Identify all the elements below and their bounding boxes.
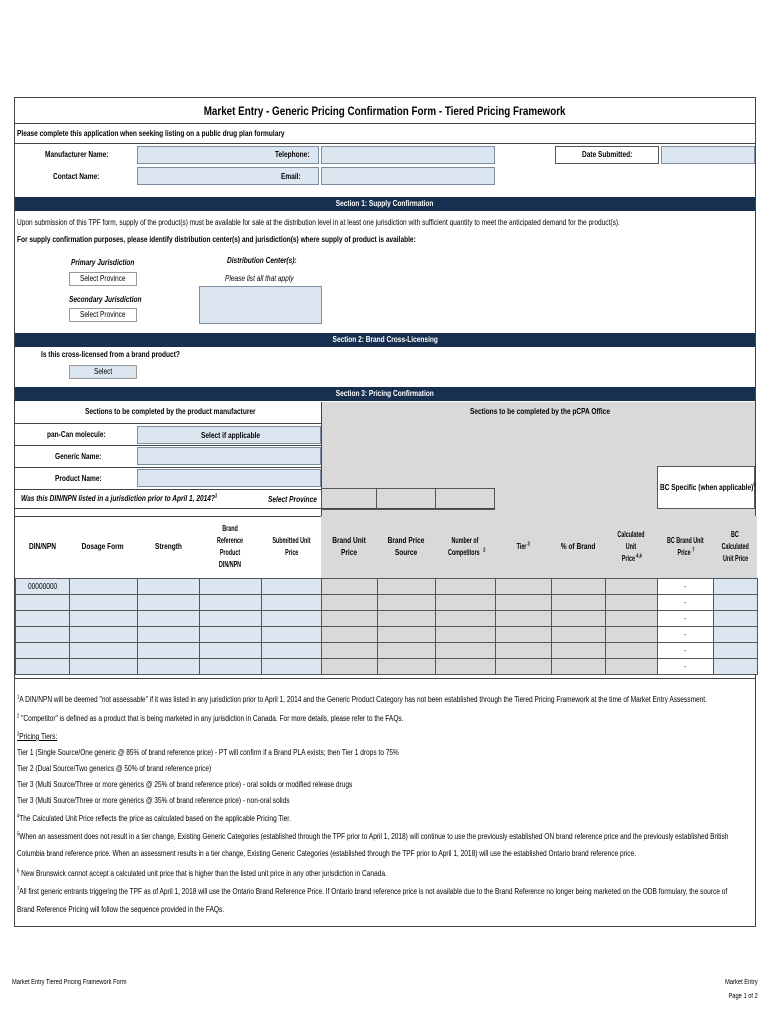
table-cell [321,658,378,675]
generic-name-input[interactable] [137,447,321,465]
email-label: Email: [281,172,301,181]
section-3-header: Section 3: Pricing Confirmation [15,387,755,401]
cross-licensed-question: Is this cross-licensed from a brand product? [41,350,180,359]
table-cell[interactable] [69,594,138,611]
table-cell[interactable] [137,594,200,611]
secondary-jurisdiction-select[interactable]: Select Province [69,308,137,322]
table-cell [321,578,378,595]
col-calculated-price: Calculated Unit Price$^{4,6}$ [605,516,657,578]
table-cell[interactable] [69,642,138,659]
table-cell [605,578,658,595]
table-cell[interactable] [713,658,758,675]
table-cell [657,578,714,595]
secondary-jurisdiction-label: Secondary Jurisdiction [69,295,142,304]
table-cell [435,658,496,675]
bc-brand-unit-value: - [684,646,687,655]
divider [15,489,321,490]
table-cell [605,610,658,627]
divider [15,467,321,468]
bc-brand-unit-value: - [684,614,687,623]
note-5: $^5$When an assessment does not result in a tier change, Existing Generic Categories (established through the TPF prior to April 1, 2018) will continue to use the previously established ON brand reference price and the previously established British [17,831,729,841]
table-cell [495,626,552,643]
table-cell [657,626,714,643]
table-cell [605,594,658,611]
table-cell [657,610,714,627]
contact-name-label: Contact Name: [53,172,100,181]
table-cell[interactable] [261,626,322,643]
col-bc-calculated-price: BC Calculated Unit Price [713,516,757,578]
pcpa-cell [435,488,495,510]
table-cell[interactable] [713,626,758,643]
bc-brand-unit-value: - [684,582,687,591]
note-5-cont: Columbia brand reference price. When an assessment results in a tier change, Existing Generic Categories (established through the TPF prior to April 1, 2018) will use the established Ontario brand reference price. [17,849,637,858]
col-dosage: Dosage Form [82,542,124,551]
table-cell[interactable] [137,610,200,627]
divider [15,678,755,679]
table-cell [377,578,436,595]
table-cell [551,610,606,627]
table-cell[interactable] [199,658,262,675]
table-cell [657,642,714,659]
bc-specific-label: BC Specific (when applicable)$^5$ [660,482,756,492]
primary-jurisdiction-label: Primary Jurisdiction [71,258,135,267]
note-6: $^6$ New Brunswick cannot accept a calculated unit price that is higher than the listed unit price in any other jurisdiction in Canada. [17,868,387,878]
bc-brand-unit-value: - [684,630,687,639]
pricing-table [15,516,757,676]
note-7: $^7$All first generic entrants triggering the TPF as of April 1, 2018 will use the Ontario Brand Reference Price. If Ontario brand reference price is not available due to the Brand Reference no longer being marketed on the ODB formulary, the source of [17,886,728,896]
table-cell [551,642,606,659]
table-cell[interactable] [69,626,138,643]
pan-can-select-text: Select if applicable [201,431,261,440]
table-cell [321,626,378,643]
note-tier-1: Tier 1 (Single Source/One generic @ 85% of brand reference price) - PT will confirm if a Brand PLA exists; then Tier 1 drops to 75% [17,748,399,757]
table-cell[interactable] [69,658,138,675]
footer-right-1: Market Entry [725,979,758,986]
note-1: $^1$A DIN/NPN will be deemed "not assessable" if it was listed in any jurisdiction prior to April 1, 2014 and the Generic Product Category has not been established through the Tiered Pricing Framework at the time of Market Entry Assessment. [17,694,707,704]
table-cell[interactable] [69,578,138,595]
bc-brand-unit-value: - [684,598,687,607]
note-tier-2: Tier 2 (Dual Source/Two generics @ 50% of brand reference price) [17,764,212,773]
table-cell[interactable] [199,594,262,611]
table-cell [435,578,496,595]
email-input[interactable] [321,167,495,185]
primary-jurisdiction-select[interactable]: Select Province [69,272,137,286]
divider [15,123,755,124]
divider [15,445,321,446]
pricing-table-body [15,578,757,674]
col-bc-brand-price: BC Brand Unit Price$^7$ [657,516,713,578]
table-cell[interactable] [713,642,758,659]
table-cell [321,642,378,659]
manufacturer-name-label: Manufacturer Name: [45,150,109,159]
table-cell[interactable] [15,642,70,659]
table-cell [435,594,496,611]
pricing-confirmation-form [14,97,756,927]
generic-name-label: Generic Name: [55,452,102,461]
table-cell [377,642,436,659]
col-pct-brand: % of Brand [551,516,605,578]
distribution-center-label: Distribution Center(s): [227,256,297,265]
table-cell [551,594,606,611]
pan-can-label: pan-Can molecule: [47,430,106,439]
table-cell [551,626,606,643]
note-tier-3b: Tier 3 (Multi Source/Three or more generics @ 35% of brand reference price) - non-oral solids [17,796,290,805]
din-value: 00000000 [28,582,58,591]
col-brand-price-source: Brand Price Source [377,516,435,578]
pcpa-cell [321,488,377,510]
note-4: $^4$The Calculated Unit Price reflects the price as calculated based on the applicable Pricing Tier. [17,813,291,823]
table-cell [495,658,552,675]
col-tier: Tier$^3$ [495,516,551,578]
table-cell [321,610,378,627]
table-cell[interactable] [15,610,70,627]
table-cell[interactable] [15,594,70,611]
table-cell[interactable] [713,578,758,595]
table-cell[interactable] [261,610,322,627]
note-tier-3a: Tier 3 (Multi Source/Three or more generics @ 25% of brand reference price) - oral solids or modified release drugs [17,780,353,789]
section-1-supply-text: Upon submission of this TPF form, supply of the product(s) must be available for sale at the distribution level in at least one jurisdiction with sufficient quantity to meet the anticipated demand for the product(s). [17,218,620,227]
table-cell [495,594,552,611]
pcpa-section-label: Sections to be completed by the pCPA Office [470,407,610,416]
telephone-input[interactable] [321,146,495,164]
table-cell [435,642,496,659]
divider [15,423,321,424]
table-cell [495,578,552,595]
table-cell[interactable] [261,658,322,675]
table-cell [377,626,436,643]
table-cell [657,594,714,611]
table-cell [495,642,552,659]
table-cell [605,658,658,675]
din-listed-question: Was this DIN/NPN listed in a jurisdiction prior to April 1, 2014?$^1$ [21,493,218,503]
table-cell[interactable] [261,642,322,659]
manufacturer-section-label: Sections to be completed by the product manufacturer [85,407,256,416]
table-cell [551,578,606,595]
divider [15,143,755,144]
table-cell[interactable] [15,658,70,675]
table-cell [605,642,658,659]
section-1-instruction: For supply confirmation purposes, please identify distribution center(s) and jurisdiction(s) where supply of product is available: [17,235,416,244]
note-7-cont: Brand Reference Pricing will follow the sequence provided in the FAQs. [17,905,225,914]
table-cell[interactable] [713,594,758,611]
col-brand-ref: Brand Reference Product DIN/NPN [216,524,244,569]
table-cell [435,610,496,627]
table-cell [321,594,378,611]
date-submitted-label: Date Submitted: [582,150,633,159]
table-cell[interactable] [199,626,262,643]
table-cell[interactable] [137,658,200,675]
cross-licensed-select[interactable]: Select [69,365,137,379]
table-cell [605,626,658,643]
table-cell[interactable] [713,610,758,627]
bc-brand-unit-value: - [684,662,687,671]
col-competitors: Number of Competitors $^2$ [435,516,495,578]
note-3: $^3$Pricing Tiers: [17,731,58,741]
date-submitted-input[interactable] [661,146,755,164]
distribution-center-input[interactable] [199,286,322,324]
form-intro: Please complete this application when seeking listing on a public drug plan formulary [17,129,285,138]
table-cell [657,658,714,675]
table-cell [551,658,606,675]
footer-right-2: Page 1 of 2 [728,993,758,1000]
table-cell[interactable] [261,594,322,611]
table-cell [495,610,552,627]
col-din: DIN/NPN [28,542,56,551]
form-title: Market Entry - Generic Pricing Confirmation Form - Tiered Pricing Framework [204,104,566,118]
table-cell[interactable] [199,578,262,595]
product-name-label: Product Name: [55,474,102,483]
note-2: $^2$ "Competitor" is defined as a product that is being marketed in any jurisdiction in Canada. For more details, please refer to the FAQs. [17,713,404,723]
table-cell[interactable] [137,578,200,595]
table-cell [377,594,436,611]
table-cell[interactable] [15,626,70,643]
product-name-input[interactable] [137,469,321,487]
table-cell[interactable] [69,610,138,627]
telephone-label: Telephone: [275,150,310,159]
table-cell[interactable] [137,626,200,643]
table-cell [377,610,436,627]
table-cell [435,626,496,643]
din-listed-select[interactable]: Select Province [268,495,317,504]
table-cell[interactable] [261,578,322,595]
table-cell [377,658,436,675]
section-1-header: Section 1: Supply Confirmation [15,197,755,211]
table-cell[interactable] [199,610,262,627]
table-cell[interactable] [199,642,262,659]
table-cell[interactable] [137,642,200,659]
col-strength: Strength [154,542,182,551]
section-2-header: Section 2: Brand Cross-Licensing [15,333,755,347]
pcpa-cell [376,488,436,510]
footer-left: Market Entry Tiered Pricing Framework Form [12,979,127,986]
col-brand-unit-price: Brand Unit Price [321,516,377,578]
col-submitted-price: Submitted Unit Price [271,536,311,557]
table-cell[interactable] [15,578,70,595]
distribution-center-hint: Please list all that apply [225,274,294,283]
